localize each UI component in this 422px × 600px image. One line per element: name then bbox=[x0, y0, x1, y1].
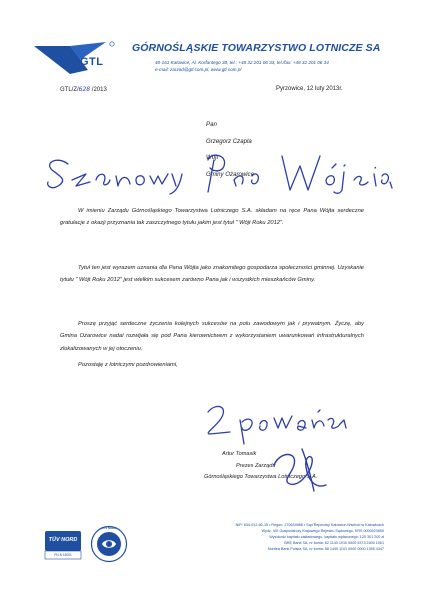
footer-capital: Wysokość kapitału zakładowego, kapitału wpłaconego: 125 301 200 zł bbox=[269, 535, 384, 539]
tuv-badge-label: TÜV NORD bbox=[48, 537, 78, 543]
certification-badge-label: TÜV NORD bbox=[101, 526, 117, 530]
addressee-name: Grzegorz Czapla bbox=[206, 138, 252, 145]
reference-number-handwritten: 628 bbox=[78, 86, 91, 93]
company-address: 40-161 Katowice, Al. Korfantego 38, tel.: +48 32 201 06 33, tel./fax: +48 32 201 06 34 bbox=[155, 60, 329, 65]
footer-bank-account-1: BRE Bank SA, nr konta: 62 1140 1010 0000 5373 2400 1001 bbox=[284, 541, 384, 545]
signer-organization: Górnośląskiego Towarzystwa Lotniczego S.A. bbox=[204, 474, 318, 480]
handwritten-closing bbox=[194, 398, 354, 446]
reference-suffix: /2013 bbox=[90, 87, 107, 93]
tuv-badge-sublabel: PN-N 18001 bbox=[54, 553, 72, 557]
addressee-salutation: Pan bbox=[206, 121, 217, 128]
certification-badge bbox=[90, 525, 128, 563]
reference-prefix: GTL/Z/ bbox=[60, 87, 79, 93]
tuv-nord-badge bbox=[44, 527, 82, 561]
signer-name: Artur Tomasik bbox=[222, 451, 257, 457]
reference-number bbox=[60, 86, 107, 93]
signature bbox=[266, 445, 342, 493]
letter-date: Pyrzowice, 12 luty 2013r. bbox=[276, 86, 343, 92]
footer-bank-account-2: Nordea Bank Polska SA, nr konta: 58 1440 1101 0000 0000 1355 4347 bbox=[267, 547, 384, 551]
company-contact: e-mail: zarzad@gtl.com.pl, www.gtl.com.pl bbox=[155, 67, 242, 72]
body-paragraph-2: Tytuł ten jest wyrazem uznania dla Pana Wójta jako znakomitego gospodarza społeczności gminnej. Uzyskanie tytułu " Wójt Roku 2012" jest wielkim sukcesem zarówno Pana jak i wszystkich mieszkańców Gminy. bbox=[60, 265, 364, 284]
body-paragraph-3: Proszę przyjąć serdeczne życzenia kolejnych sukcesów na polu zawodowym jak i prywatnym. Życzę, aby Gmina Ożarowice nadal rozwijała się pod Pana kierownictwem z wykorzystaniem uwarunkowań infrastrukturalnych zlokalizowanych w jej otoczeniu. bbox=[60, 321, 364, 352]
footer-krs: Wydz. VIII Gospodarczy Krajowego Rejestru Sądowego, KRS 0000023650 bbox=[261, 529, 384, 533]
logo-text: GTL bbox=[80, 56, 104, 68]
footer-registration: NIP: 634-012-60-15 • Regon: 270634988 • Sąd Rejonowy Katowice-Wschód w Katowicach bbox=[235, 523, 384, 527]
body-paragraph-4: Pozostaję z lotniczymi pozdrowieniami, bbox=[78, 362, 178, 368]
gtl-logo bbox=[30, 40, 120, 78]
company-name: GÓRNOŚLĄSKIE TOWARZYSTWO LOTNICZE SA bbox=[132, 42, 381, 54]
signer-title: Prezes Zarządu bbox=[236, 463, 276, 469]
handwritten-salutation bbox=[38, 146, 398, 198]
addressee-title: Wójt bbox=[206, 154, 219, 161]
certification-seal-icon bbox=[90, 525, 128, 563]
logo-registered-mark bbox=[110, 42, 114, 46]
addressee-office: Gminy Ożarowice bbox=[206, 171, 255, 178]
body-paragraph-1: W imieniu Zarządu Górnośląskiego Towarzystwa Lotniczego S.A. składam na ręce Pana Wójta serdeczne gratulacje z okazji przyznania tak zaszczytnego tytułu jakim jest tytuł " Wójt Roku 2012". bbox=[60, 208, 364, 227]
